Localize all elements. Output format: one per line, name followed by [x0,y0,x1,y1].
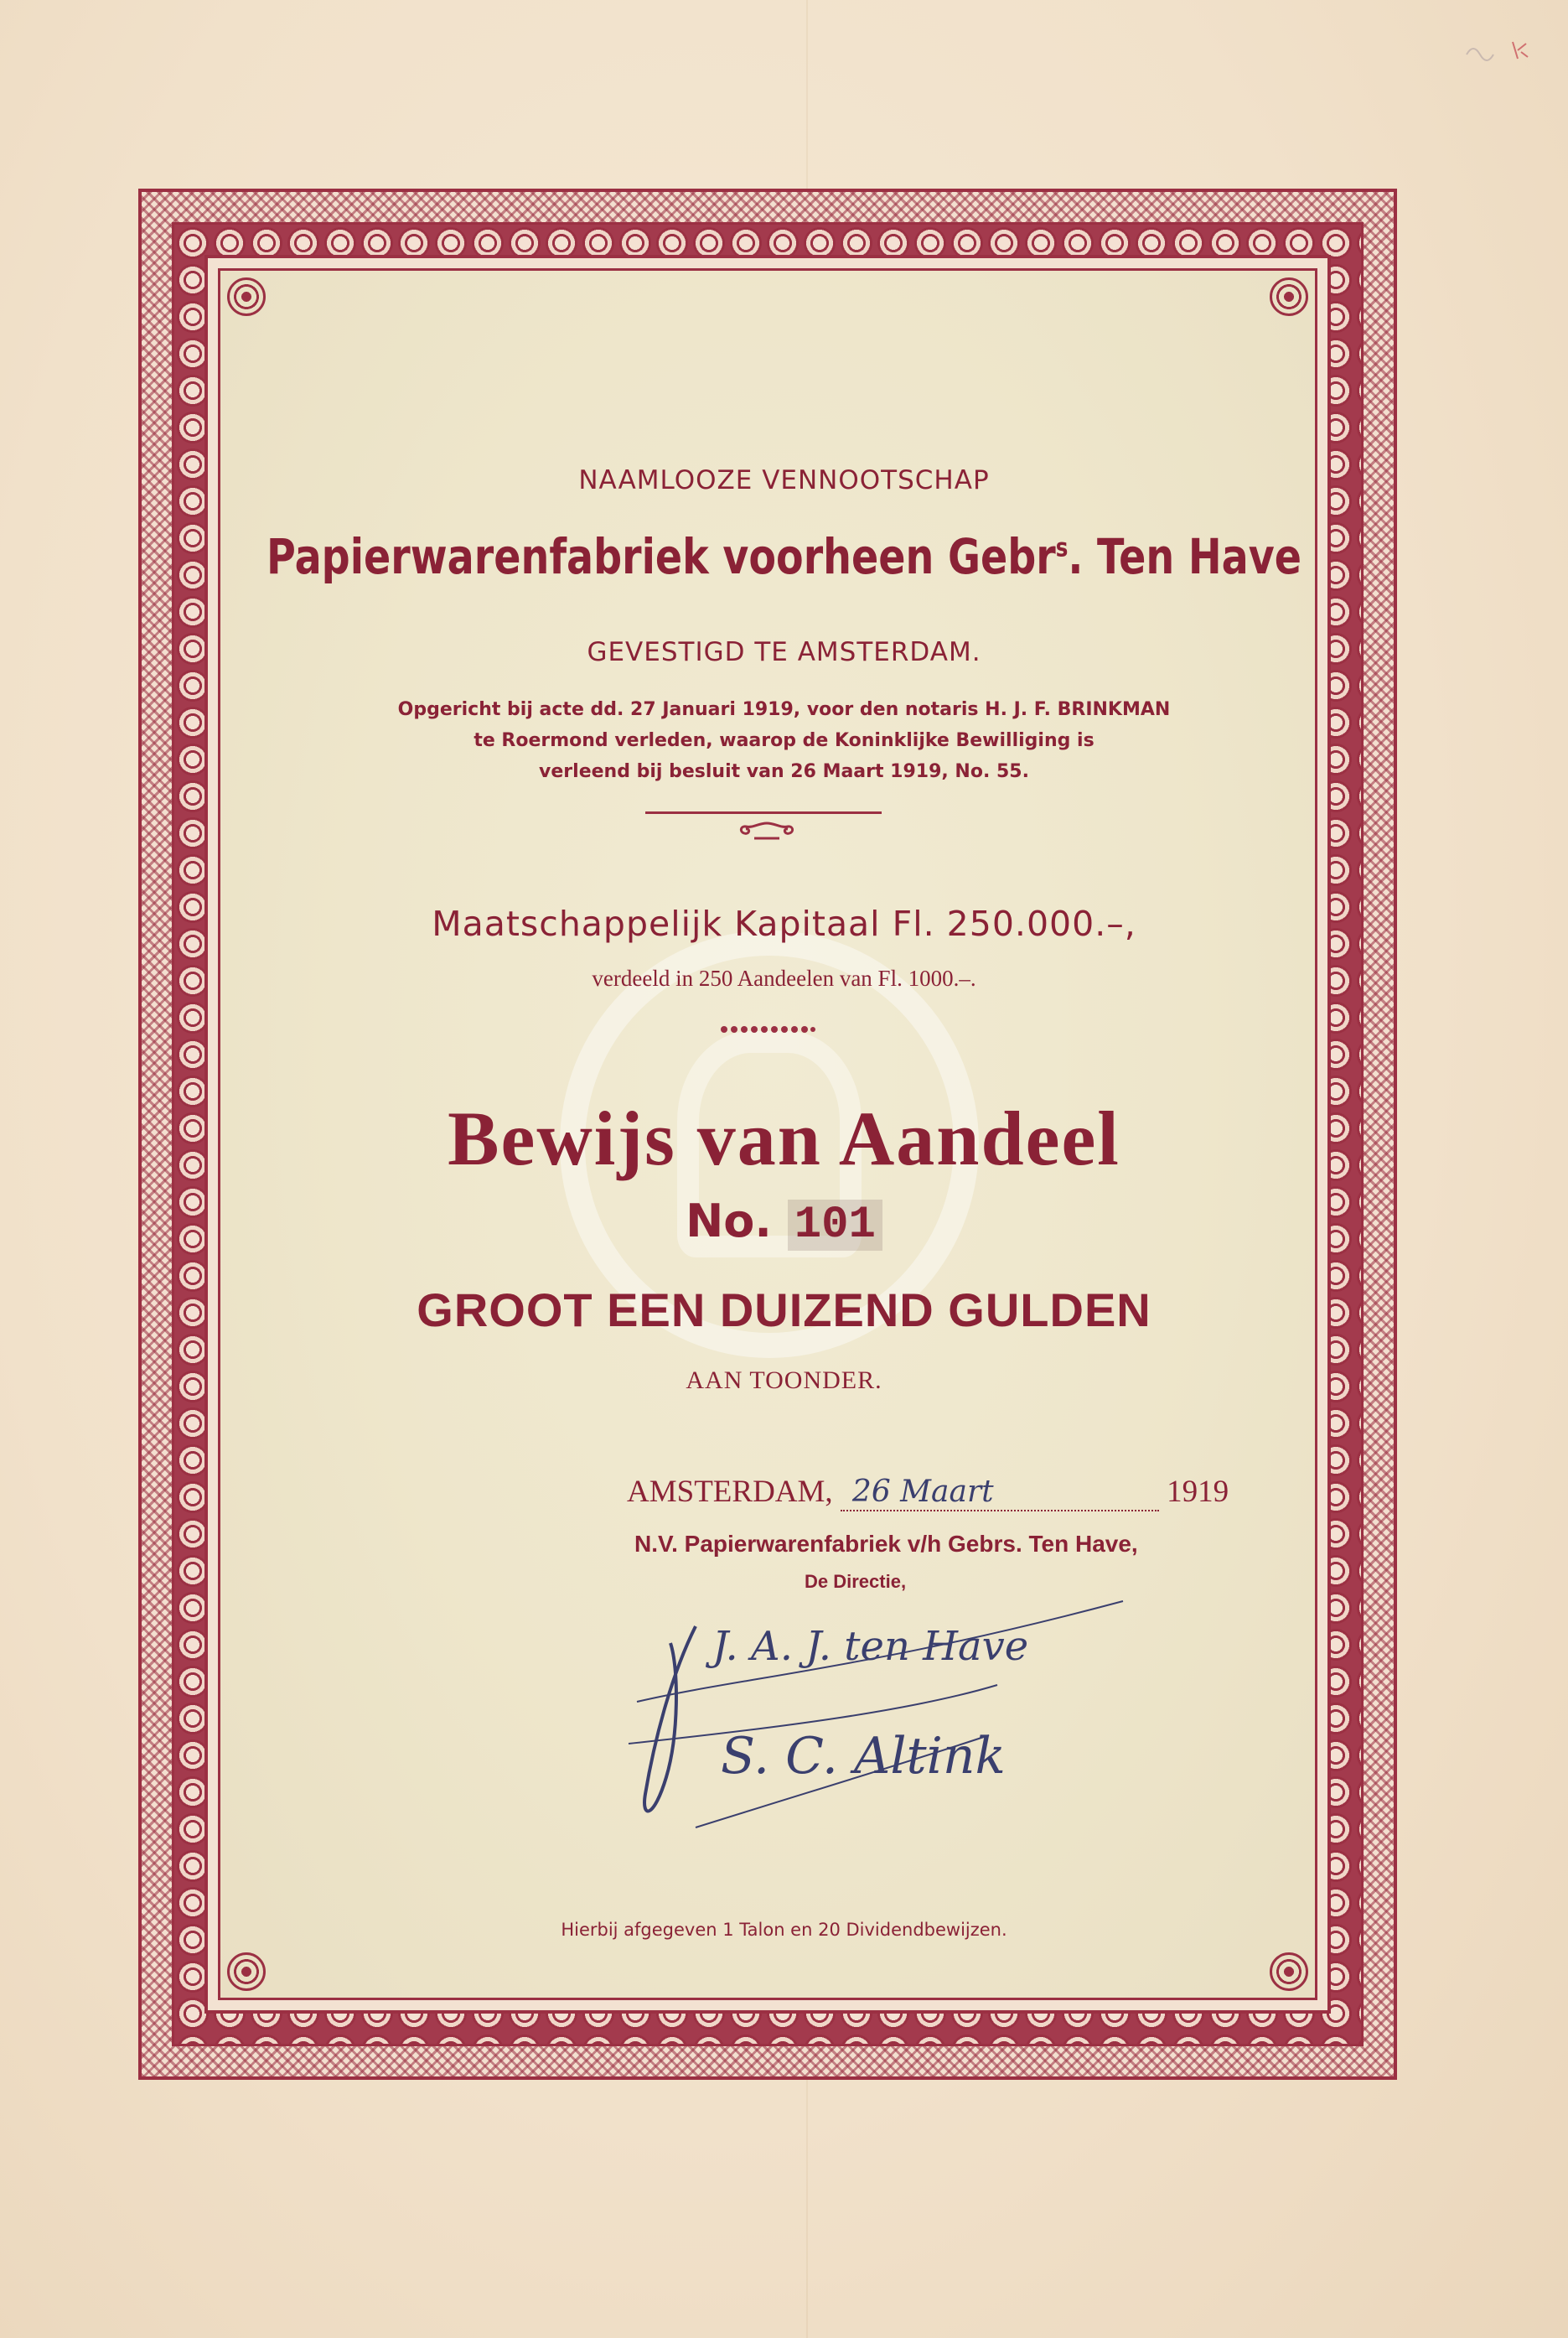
board-of-directors: De Directie, [805,1571,907,1592]
founding-line-2: te Roermond verleden, waarop de Koninklijke Bewilliging is [474,730,1094,751]
place: AMSTERDAM, [627,1475,833,1509]
nominal-amount: GROOT EEN DUIZEND GULDEN [417,1283,1151,1336]
company-type: NAAMLOOZE VENNOOTSCHAP [578,465,990,495]
company-name-end: . Ten Have [1068,528,1301,585]
bearer-clause: AAN TOONDER. [686,1366,882,1394]
signature-1-text: J. A. J. ten Have [712,1623,1029,1670]
corner-ornament-icon [227,277,266,316]
founding-line-1: Opgericht bij acte dd. 27 Januari 1919, voor den notaris H. J. F. BRINKMAN [397,699,1171,720]
company-name [141,528,1426,585]
year: 1919 [1167,1475,1229,1509]
company-name-sup: s [1055,533,1069,563]
authorized-capital: Maatschappelijk Kapitaal Fl. 250.000.–, [432,904,1136,944]
number-prefix: No. [686,1195,772,1247]
certificate-number [0,1195,1568,1251]
pencil-corner-mark [1462,34,1555,67]
scroll-ornament-icon [737,820,796,842]
handwritten-date-field [841,1474,1159,1511]
divider-line [645,811,882,814]
founding-line-3: verleend bij besluit van 26 Maart 1919, No. 55. [539,761,1029,782]
attachments-note: Hierbij afgegeven 1 Talon en 20 Dividendbewijzen. [561,1920,1007,1940]
certificate-title: Bewijs van Aandeel [448,1096,1120,1181]
number-value: 101 [788,1200,882,1251]
signature-2-text: S. C. Altink [721,1727,1006,1786]
place-and-date [627,1474,1229,1511]
signature-2 [629,1685,1006,1827]
company-seat: GEVESTIGD TE AMSTERDAM. [587,637,981,667]
handwritten-date: 26 Maart [851,1475,994,1509]
dots-ornament-icon [719,1024,816,1034]
signatures [620,1576,1140,1853]
founding-statement [0,694,1568,787]
corner-ornament-icon [227,1952,266,1991]
corner-ornament-icon [1270,277,1308,316]
corner-ornament-icon [1270,1952,1308,1991]
signatory-company: N.V. Papierwarenfabriek v/h Gebrs. Ten Have, [634,1531,1138,1557]
company-name-main: Papierwarenfabriek voorheen Gebr [267,528,1056,585]
share-division: verdeeld in 250 Aandeelen van Fl. 1000.–. [592,966,976,991]
